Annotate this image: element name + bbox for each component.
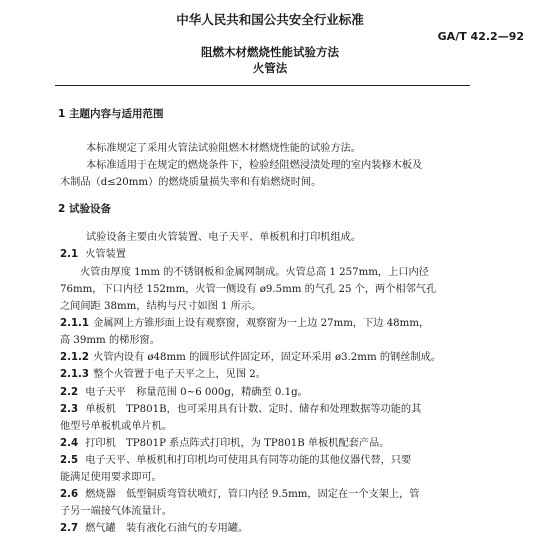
body-line: 本标准适用于在规定的燃烧条件下，检验经阻燃浸渍处理的室内装修木板及: [86, 160, 423, 171]
clause-number: 2.6: [60, 489, 79, 500]
clause-line: [60, 485, 419, 500]
body-line: 高 39mm 的梯形窗。: [60, 335, 160, 346]
section-heading: 1 主题内容与适用范围: [58, 108, 164, 120]
body-line: 他型号单板机或单片机。: [60, 421, 173, 432]
publisher-header: 中华人民共和国公共安全行业标准: [176, 12, 364, 27]
clause-text: 燃气罐 装有液化石油气的专用罐。: [85, 523, 249, 534]
clause-number: 2.1: [60, 249, 79, 260]
clause-text: 电子天平、单板机和打印机均可使用具有同等功能的其他仪器代替，只要: [85, 455, 412, 466]
body-line: 本标准规定了采用火管法试验阻燃木材燃烧性能的试验方法。: [86, 143, 362, 154]
section-heading: 2 试验设备: [58, 203, 111, 215]
clause-line: [60, 451, 411, 466]
body-line: 木制品（d≤20mm）的燃烧质量损失率和有焰燃烧时间。: [60, 177, 322, 188]
clause-number: 2.3: [60, 404, 79, 415]
standard-number: GA/T 42.2—92: [437, 30, 524, 43]
clause-text: 单板机 TP801B，也可采用具有计数、定时、储存和处理数据等功能的其: [85, 404, 422, 415]
clause-line: [60, 245, 126, 260]
clause-number: 2.1.1: [60, 318, 90, 329]
body-line: 76mm，下口内径 152mm，火管一侧设有 ø9.5mm 的气孔 25 个，两个相邻气孔: [60, 284, 437, 295]
clause-number: 2.2: [60, 387, 79, 398]
clause-number: 2.1.2: [60, 352, 90, 363]
clause-number: 2.7: [60, 523, 79, 534]
clause-text: 火管内设有 ø48mm 的圆形试件固定环，固定环采用 ø3.2mm 的钢丝制成。: [93, 352, 441, 363]
header-divider: [55, 85, 470, 86]
clause-line: [60, 365, 266, 380]
clause-line: [60, 434, 389, 449]
clause-line: [60, 400, 421, 415]
body-line: 子另一端接气体流量计。: [60, 506, 173, 517]
body-line: 能满足使用要求即可。: [60, 472, 162, 483]
clause-number: 2.4: [60, 438, 79, 449]
clause-text: 火管装置: [85, 249, 126, 260]
body-line: 火管由厚度 1mm 的不锈钢板和金属网制成。火管总高 1 257mm，上口内径: [80, 267, 429, 278]
clause-text: 金属网上方锥形面上设有观察窗，观察窗为一上边 27mm，下边 48mm，: [93, 318, 430, 329]
clause-number: 2.1.3: [60, 369, 90, 380]
clause-text: 整个火管置于电子天平之上，见图 2。: [93, 369, 266, 380]
clause-text: 燃烧器 低型铜质弯管状喷灯，管口内径 9.5mm，固定在一个支架上，管: [85, 489, 420, 500]
clause-line: [60, 519, 248, 534]
clause-line: [60, 348, 441, 363]
clause-line: [60, 383, 308, 398]
body-line: 试验设备主要由火管装置、电子天平、单板机和打印机组成。: [86, 232, 362, 243]
document-subtitle: 火管法: [252, 61, 288, 75]
clause-text: 打印机 TP801P 系点阵式打印机，为 TP801B 单板机配套产品。: [85, 438, 390, 449]
clause-line: [60, 314, 429, 329]
clause-number: 2.5: [60, 455, 79, 466]
clause-text: 电子天平 称量范围 0~6 000g，精确至 0.1g。: [85, 387, 308, 398]
body-line: 之间间距 38mm，结构与尺寸如图 1 所示。: [60, 301, 262, 312]
document-title: 阻燃木材燃烧性能试验方法: [201, 45, 339, 59]
